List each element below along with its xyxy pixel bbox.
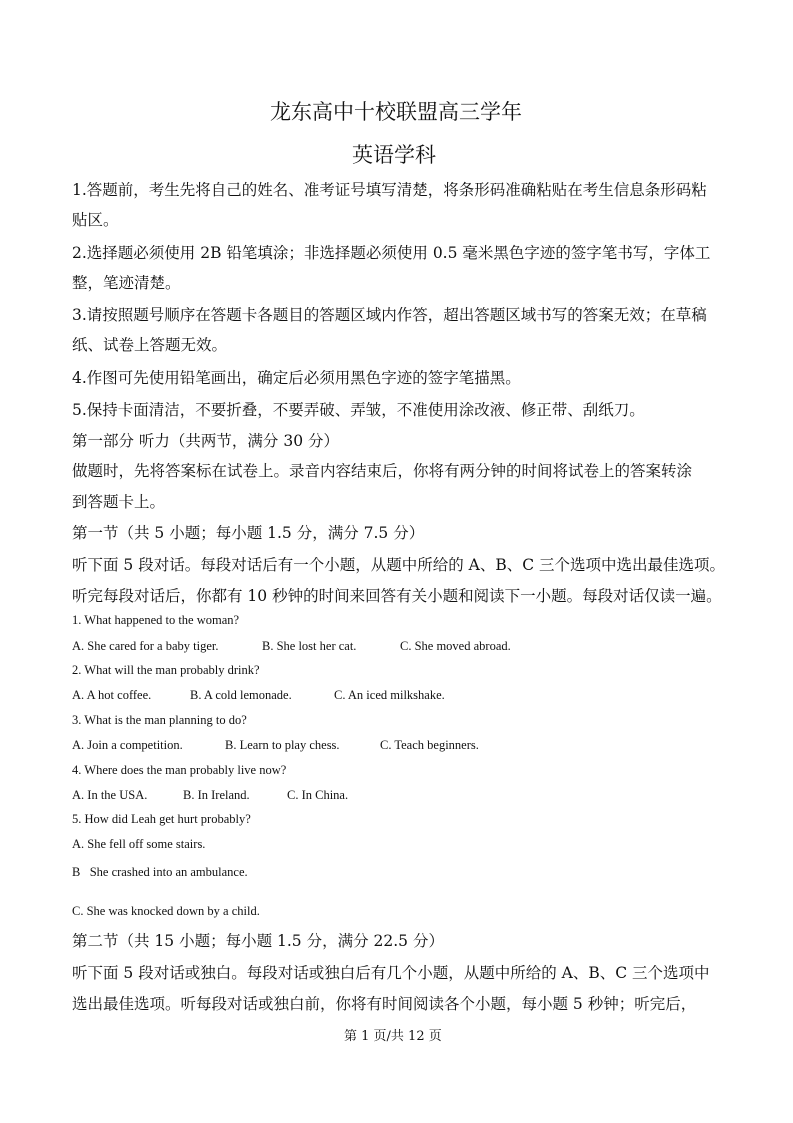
question-4-stem: 4. Where does the man probably live now? [72, 763, 287, 777]
part1-intro-line-1: 做题时，先将答案标在试卷上。录音内容结束后，你将有两分钟的时间将试卷上的答案转涂 [72, 462, 693, 480]
question-1-options [72, 639, 511, 654]
instruction-2-line-2: 整，笔迹清楚。 [72, 274, 181, 292]
question-4-option-c: C. In China. [287, 788, 349, 802]
question-3-options [72, 738, 479, 753]
question-3-option-c: C. Teach beginners. [380, 738, 479, 752]
question-2-stem: 2. What will the man probably drink? [72, 663, 260, 677]
question-5-option-a: A. She fell off some stairs. [72, 837, 206, 851]
instruction-5: 5.保持卡面清洁，不要折叠，不要弄破、弄皱，不准使用涂改液、修正带、刮纸刀。 [72, 401, 645, 419]
question-4-option-b: B. In Ireland. [183, 788, 250, 802]
question-5-option-c: C. She was knocked down by a child. [72, 904, 260, 918]
page-number: 第 1 页/共 12 页 [344, 1029, 442, 1044]
question-5-option-b: B She crashed into an ambulance. [72, 865, 248, 879]
question-1-option-b: B. She lost her cat. [262, 639, 357, 653]
question-2-option-c: C. An iced milkshake. [334, 688, 445, 702]
question-3-stem: 3. What is the man planning to do? [72, 713, 247, 727]
question-1-option-c: C. She moved abroad. [400, 639, 511, 653]
instruction-1-line-1: 1.答题前，考生先将自己的姓名、准考证号填写清楚，将条形码准确粘贴在考生信息条形码粘 [72, 181, 707, 199]
instruction-4: 4.作图可先使用铅笔画出，确定后必须用黑色字迹的签字笔描黑。 [72, 369, 521, 387]
section1-intro-line-1: 听下面 5 段对话。每段对话后有一个小题，从题中所给的 A、B、C 三个选项中选出最佳选项。 [72, 556, 726, 574]
section2-heading: 第二节（共 15 小题；每小题 1.5 分，满分 22.5 分） [72, 932, 444, 950]
section2-intro-line-1: 听下面 5 段对话或独白。每段对话或独白后有几个小题，从题中所给的 A、B、C 三个选项中 [72, 964, 710, 982]
question-4-options [72, 788, 348, 803]
part1-heading: 第一部分 听力（共两节，满分 30 分） [72, 432, 340, 450]
instruction-2-line-1: 2.选择题必须使用 2B 铅笔填涂；非选择题必须使用 0.5 毫米黑色字迹的签字笔书写，字体工 [72, 244, 711, 262]
exam-title: 龙东高中十校联盟高三学年 [270, 100, 522, 124]
question-2-options [72, 688, 445, 703]
part1-intro-line-2: 到答题卡上。 [72, 493, 166, 511]
instruction-3-line-1: 3.请按照题号顺序在答题卡各题目的答题区域内作答，超出答题区域书写的答案无效；在草稿 [72, 306, 707, 324]
question-2-option-a: A. A hot coffee. [72, 688, 152, 702]
section1-heading: 第一节（共 5 小题；每小题 1.5 分，满分 7.5 分） [72, 524, 425, 542]
question-3-option-a: A. Join a competition. [72, 738, 183, 752]
section1-intro-line-2: 听完每段对话后，你都有 10 秒钟的时间来回答有关小题和阅读下一小题。每段对话仅读一遍。 [72, 587, 722, 605]
question-4-option-a: A. In the USA. [72, 788, 148, 802]
question-2-option-b: B. A cold lemonade. [190, 688, 292, 702]
instruction-3-line-2: 纸、试卷上答题无效。 [72, 336, 228, 354]
section2-intro-line-2: 选出最佳选项。听每段对话或独白前，你将有时间阅读各个小题，每小题 5 秒钟；听完后， [72, 995, 697, 1013]
subject-title: 英语学科 [352, 143, 436, 167]
question-3-option-b: B. Learn to play chess. [225, 738, 340, 752]
question-1-option-a: A. She cared for a baby tiger. [72, 639, 219, 653]
question-5-stem: 5. How did Leah get hurt probably? [72, 812, 251, 826]
instruction-1-line-2: 贴区。 [72, 211, 119, 229]
question-1-stem: 1. What happened to the woman? [72, 613, 240, 627]
